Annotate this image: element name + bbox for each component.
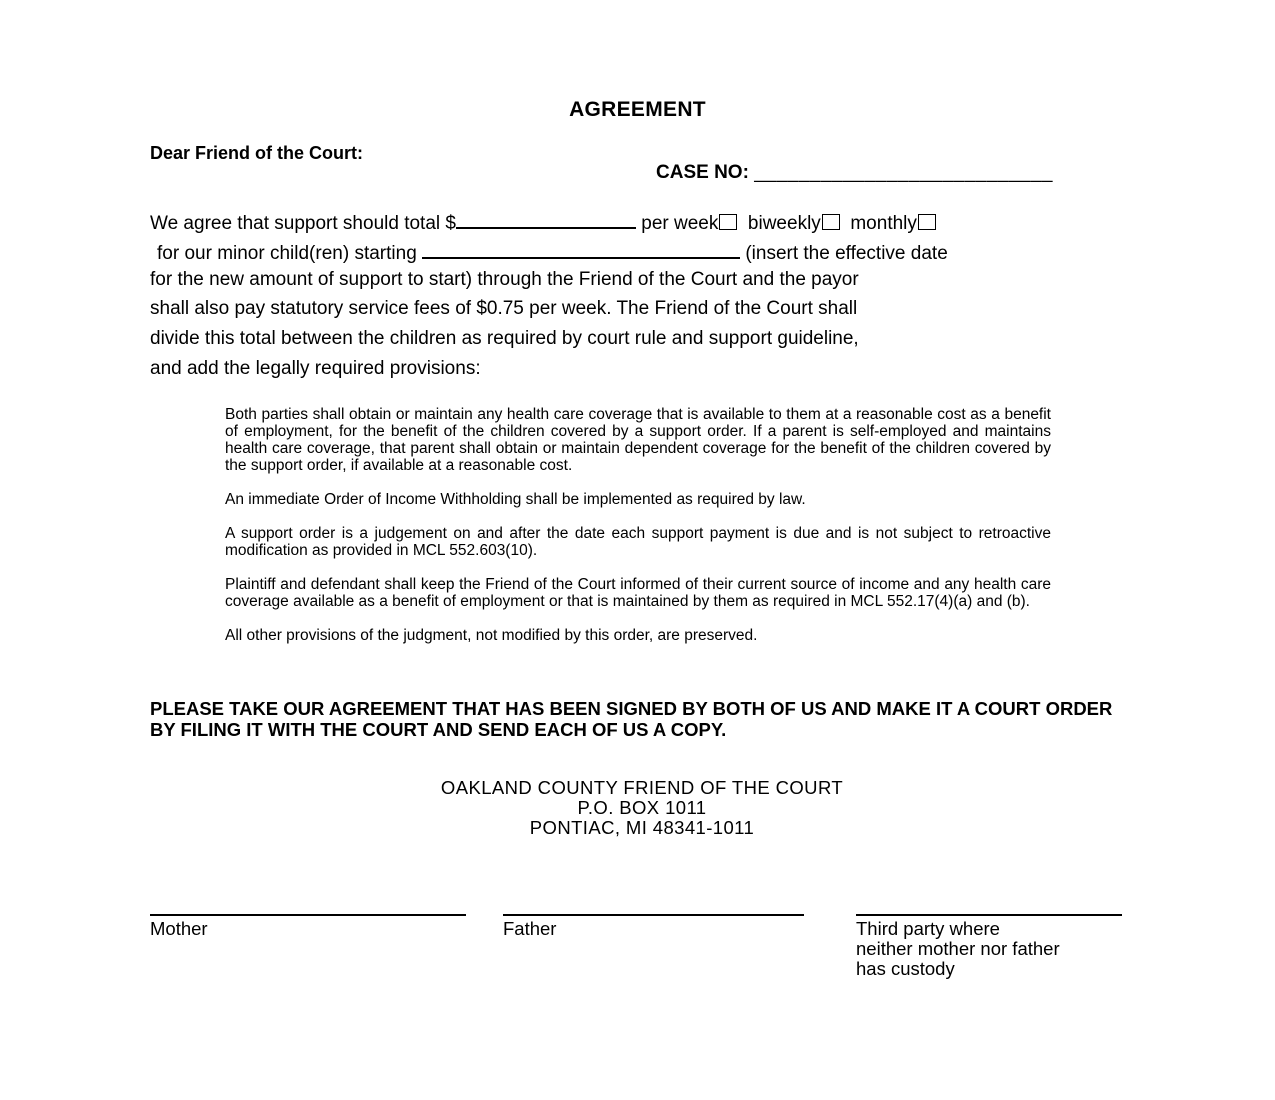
mother-signature-block <box>150 902 466 939</box>
salutation: Dear Friend of the Court: <box>150 143 364 163</box>
support-amount-field[interactable] <box>456 209 636 229</box>
biweekly-label: biweekly <box>747 213 821 234</box>
monthly-checkbox[interactable] <box>918 214 936 230</box>
court-order-request: PLEASE TAKE OUR AGREEMENT THAT HAS BEEN SIGNED BY BOTH OF US AND MAKE IT A COURT ORDER BY FILING IT WITH THE COURT AND SEND EACH OF US A COPY. <box>150 698 1113 740</box>
document-title: AGREEMENT <box>569 98 706 121</box>
support-total-label: We agree that support should total $ <box>150 213 456 234</box>
mother-signature-line[interactable] <box>150 902 466 916</box>
support-text-line: divide this total between the children as required by court rule and support guideline, <box>150 328 859 349</box>
third-party-label: neither mother nor father <box>856 938 1060 959</box>
third-party-label: Third party where <box>856 918 1000 939</box>
start-date-label: for our minor child(ren) starting <box>157 243 417 264</box>
support-amount-line <box>150 209 1140 235</box>
case-number-row <box>656 162 1053 184</box>
effective-date-note: (insert the effective date <box>745 243 948 264</box>
provision-preserved: All other provisions of the judgment, not modified by this order, are preserved. <box>225 627 758 644</box>
third-party-signature-block <box>856 902 1136 979</box>
court-address <box>0 778 1275 838</box>
provision-judgement: A support order is a judgement on and after the date each support payment is due and is not subject to retroactive modification as provided in MCL 552.603(10). <box>225 525 1051 559</box>
effective-date-field[interactable] <box>422 239 740 259</box>
monthly-label: monthly <box>850 213 917 234</box>
mother-label: Mother <box>150 918 208 939</box>
provisions-list <box>225 406 1051 644</box>
father-signature-block <box>503 902 804 939</box>
address-line: P.O. BOX 1011 <box>577 797 707 818</box>
support-text-line: shall also pay statutory service fees of $0.75 per week. The Friend of the Court shall <box>150 298 858 319</box>
third-party-label: has custody <box>856 958 955 979</box>
third-party-signature-line[interactable] <box>856 902 1122 916</box>
per-week-checkbox[interactable] <box>719 214 737 230</box>
address-line: OAKLAND COUNTY FRIEND OF THE COURT <box>440 777 844 798</box>
father-signature-line[interactable] <box>503 902 804 916</box>
support-text-line: for the new amount of support to start) through the Friend of the Court and the payor <box>150 269 859 290</box>
father-label: Father <box>503 918 557 939</box>
provision-inform-court: Plaintiff and defendant shall keep the Friend of the Court informed of their current source of income and any health care coverage available as a benefit of employment or that is maintained by them as required in MCL 552.17(4)(a) and (b). <box>225 576 1051 610</box>
support-text-line: and add the legally required provisions: <box>150 358 481 379</box>
biweekly-checkbox[interactable] <box>822 214 840 230</box>
provision-income-withholding: An immediate Order of Income Withholding shall be implemented as required by law. <box>225 491 806 508</box>
case-number-label: CASE NO: <box>656 162 749 183</box>
effective-date-line <box>157 239 1147 265</box>
per-week-label: per week <box>641 213 719 234</box>
case-number-field[interactable]: ___________________________ <box>754 162 1053 183</box>
provision-health-care: Both parties shall obtain or maintain any health care coverage that is available to them at a reasonable cost as a benefit of employment, for the benefit of the children covered by a support order. If a parent is self-employed and maintains health care coverage, that parent shall obtain or maintain dependent coverage for the benefit of the children covered by the support order, if available at a reasonable cost. <box>225 406 1051 474</box>
address-line: PONTIAC, MI 48341-1011 <box>529 817 755 838</box>
